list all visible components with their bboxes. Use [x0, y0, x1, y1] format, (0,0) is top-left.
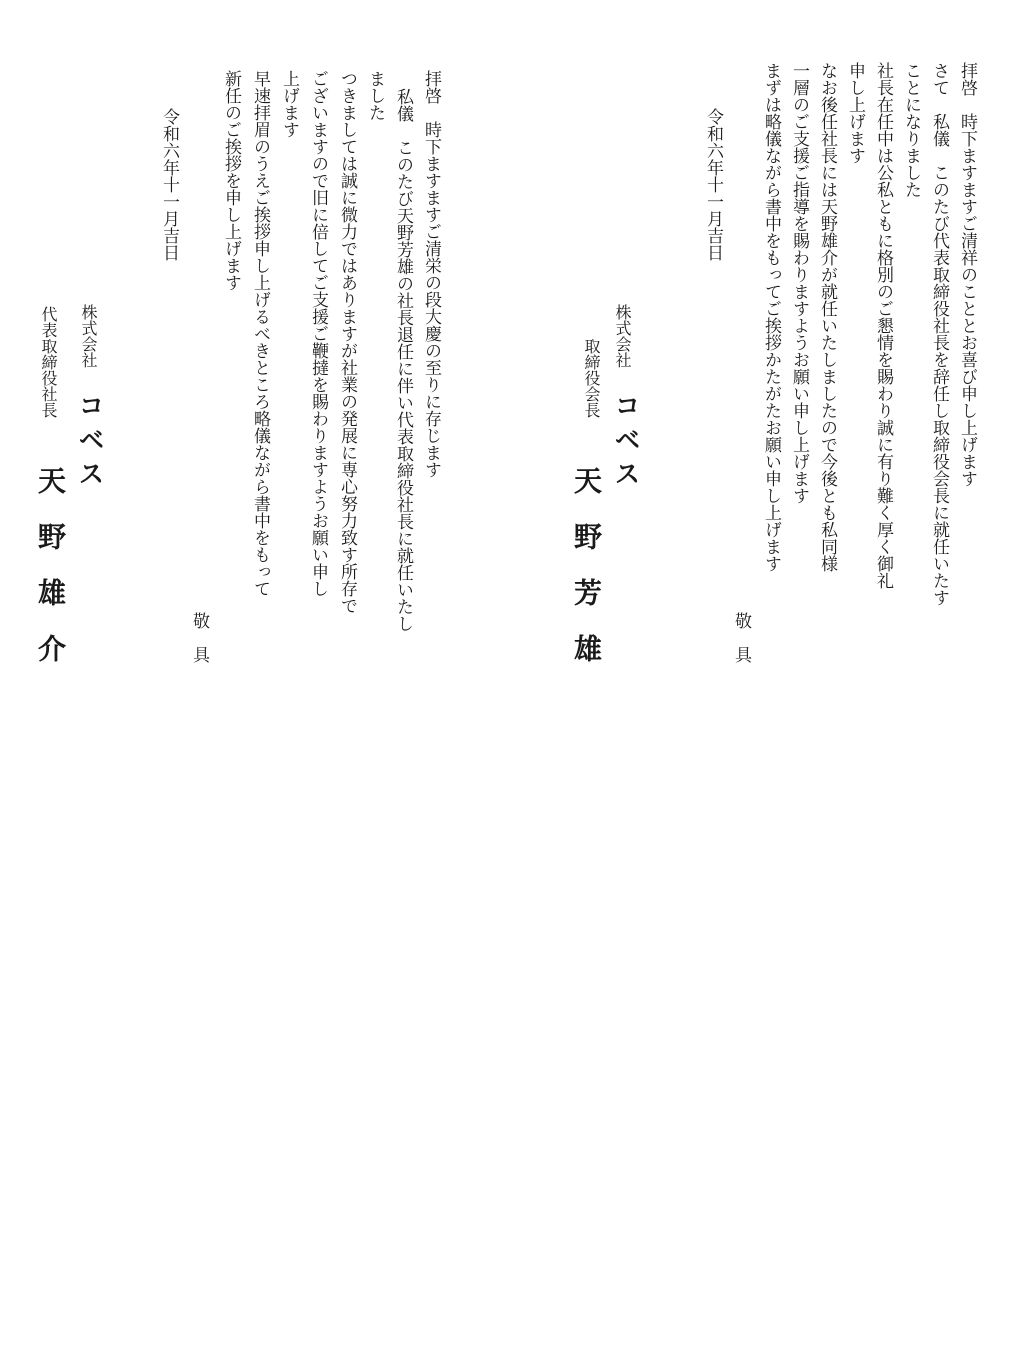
letter-left-line-3: ました: [365, 70, 385, 121]
letter-right-line-6: なお後任社長には天野雄介が就任いたしましたので今後とも私同様: [817, 62, 837, 572]
letter-right-signatory-name: 天野芳雄: [570, 466, 603, 690]
letter-left-line-8: 新任のご挨拶を申し上げます: [221, 70, 241, 291]
letter-left-signatory-name: 天野雄介: [34, 466, 67, 690]
letter-left-line-2: 私儀 このたび天野芳雄の社長退任に伴い代表取締役社長に就任いたし: [393, 88, 413, 632]
letter-right-company-name: コベス: [610, 392, 640, 494]
letter-left-line-6: 上げます: [279, 70, 299, 138]
letter-right-line-7: 一層のご支援ご指導を賜わりますようお願い申し上げます: [789, 62, 809, 504]
letter-right-company-label: 株式会社: [613, 304, 632, 368]
letter-left-date: 令和六年十一月吉日: [159, 108, 179, 261]
letter-right-line-5: 申し上げます: [845, 62, 865, 164]
letter-right-line-3: ことになりました: [901, 62, 921, 198]
letter-left-line-7: 早速拝眉のうえご挨拶申し上げるべきところ略儀ながら書中をもって: [250, 70, 270, 597]
letter-right-closing: 敬 具: [731, 612, 751, 663]
letter-left-company-name: コベス: [74, 392, 104, 494]
letter-left-line-5: ございますので旧に倍してご支援ご鞭撻を賜わりますようお願い申し: [308, 70, 328, 597]
letter-left-company-label: 株式会社: [79, 304, 98, 368]
letter-right-date: 令和六年十一月吉日: [703, 108, 723, 261]
letter-right-title: 取締役会長: [582, 338, 601, 418]
letter-right-line-1: 拝啓 時下ますますご清祥のこととお喜び申し上げます: [957, 62, 977, 487]
letter-right-line-4: 社長在任中は公私ともに格別のご懇情を賜わり誠に有り難く厚く御礼: [873, 62, 893, 589]
letter-left-closing: 敬 具: [189, 612, 209, 663]
letter-left-line-1: 拝啓 時下ますますご清栄の段大慶の至りに存じます: [421, 70, 441, 478]
letter-right-line-8: まずは略儀ながら書中をもってご挨拶かたがたお願い申し上げます: [761, 62, 781, 572]
letter-left-line-4: つきましては誠に微力ではありますが社業の発展に専心努力致す所存で: [337, 70, 357, 614]
letter-right-line-2: さて 私儀 このたび代表取締役社長を辞任し取締役会長に就任いたす: [929, 62, 949, 606]
letter-left-title: 代表取締役社長: [39, 306, 58, 418]
